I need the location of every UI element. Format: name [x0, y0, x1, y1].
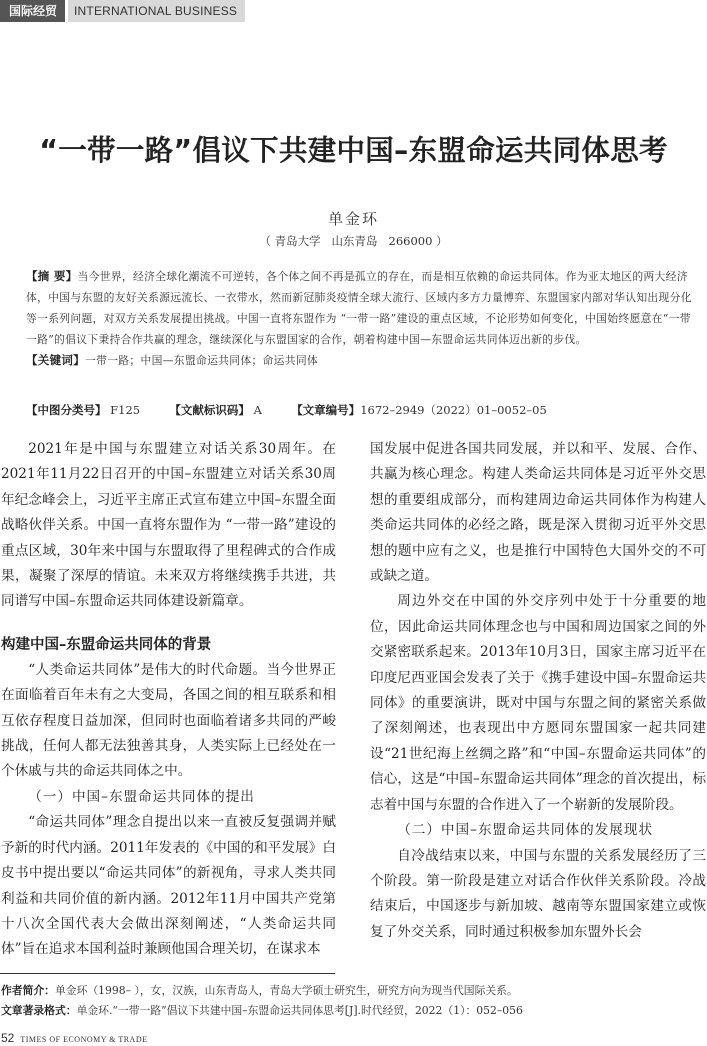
subsection1-heading: （一）中国–东盟命运共同体的提出 — [28, 788, 255, 805]
journal-name: TIMES OF ECONOMY & TRADE — [20, 1035, 148, 1044]
section-header — [0, 0, 245, 22]
right-column — [370, 437, 706, 945]
article-author: 单金环 — [327, 210, 379, 228]
footnote-divider — [0, 973, 335, 974]
author-bio-text: 单金环（1998– ），女，汉族，山东青岛人，青岛大学硕士研究生，研究方向为现当代国际关系。 — [54, 984, 518, 997]
section-tag-en: INTERNATIONAL BUSINESS — [68, 0, 245, 22]
clc-label: 【中图分类号】 — [26, 403, 107, 417]
citation-text: 单金环.“一带一路”倡议下共建中国–东盟命运共同体思考[J].时代经贸，2022（1）：052–056 — [76, 1004, 523, 1017]
citation-label: 文章著录格式： — [1, 1004, 77, 1017]
right-paragraph-2: 周边外交在中国的外交序列中处于十分重要的地位，因此命运共同体理念也与中国和周边国家之间的外交紧密联系起来。2013年10月3日，国家主席习近平在印度尼西亚国会发表了关于《携手建设中国–东盟命运共同体》的重要演讲，既对中国与东盟之间的紧密关系做了深刻阐述，也表现出中方愿同东盟国家一起共同建设“21世纪海上丝绸之路”和“中国–东盟命运共同体”的信心，这是“中国–东盟命运共同体”理念的首次提出，标志着中国与东盟的合作进入了一个崭新的发展阶段。 — [370, 593, 706, 813]
intro-paragraph: 2021年是中国与东盟建立对话关系30周年。在2021年11月22日召开的中国–东盟建立对话关系30周年纪念峰会上，习近平主席正式宣布建立中国–东盟全面战略伙伴关系。中国一直将东盟作为 “一带一路”建设的重点区域，30年来中国与东盟取得了里程碑式的合作成果，凝聚了深厚的情谊。未来双方将继续携手共进，共同谱写中国–东盟命运共同体建设新篇章。 — [1, 441, 336, 610]
abstract — [26, 266, 694, 371]
section-tag-cn: 国际经贸 — [0, 0, 65, 22]
subsection2-paragraph: 自冷战结束以来，中国与东盟的关系发展经历了三个阶段。第一阶段是建立对话合作伙伴关系阶段。冷战结束后，中国逐步与新加坡、越南等东盟国家建立或恢复了外交关系，同时通过积极参加东盟外长会 — [370, 847, 706, 940]
clc-value: F125 — [110, 403, 141, 417]
classification-line — [26, 402, 547, 418]
continued-paragraph: 国发展中促进各国共同发展，并以和平、发展、合作、共赢为核心理念。构建人类命运共同体是习近平外交思想的重要组成部分，而构建周边命运共同体作为构建人类命运共同体的必经之路，既是深入贯彻习近平外交思想的题中应有之义，也是推行中国特色大国外交的不可或缺之道。 — [370, 441, 706, 585]
subsection1-paragraph: “命运共同体”理念自提出以来一直被反复强调并赋予新的时代内涵。2011年发表的《中国的和平发展》白皮书中提出要以“命运共同体”的新视角，寻求人类共同利益和共同价值的新内涵。2012年11月中国共产党第十八次全国代表大会做出深刻阐述，“人类命运共同体”旨在追求本国利益时兼顾他国合理关切，在谋求本 — [1, 814, 336, 958]
left-column — [1, 437, 336, 963]
doc-code-label: 【文献标识码】 — [169, 403, 250, 417]
citation-format — [1, 1003, 701, 1018]
author-bio-label: 作者简介： — [1, 984, 55, 997]
abstract-label: 【摘 要】 — [26, 269, 78, 283]
abstract-text: 当今世界，经济全球化潮流不可逆转，各个体之间不再是孤立的存在，而是相互依赖的命运共同体。作为亚太地区的两大经济体，中国与东盟的友好关系源远流长、一衣带水，然而新冠肺炎疫情全球大流行、区域内多方力量博弈、东盟国家内部对华认知出现分化等一系列问题，对双方关系发展提出挑战。中国一直将东盟作为 “一带一路”建设的重点区域，不论形势如何变化，中国始终愿意在“一带一路”的倡议下秉持合作共赢的理念，继续深化与东盟国家的合作，朝着构建中国—东盟命运共同体迈出新的步伐。 — [26, 270, 692, 346]
article-title: “一带一路”倡议下共建中国–东盟命运共同体思考 — [39, 134, 668, 167]
keywords — [26, 350, 694, 371]
author-bio — [1, 983, 701, 998]
article-number-label: 【文章编号】 — [291, 403, 361, 417]
page-number: 52 — [1, 1031, 15, 1045]
keywords-text: 一带一路；中国—东盟命运共同体；命运共同体 — [85, 354, 319, 367]
section1-heading: 构建中国–东盟命运共同体的背景 — [1, 636, 212, 653]
author-affiliation: （ 青岛大学 山东青岛 266000 ） — [259, 234, 448, 248]
keywords-label: 【关键词】 — [26, 353, 85, 367]
page-footer — [1, 1031, 147, 1045]
section1-paragraph: “人类命运共同体”是伟大的时代命题。当今世界正在面临着百年未有之大变局，各国之间的相互联系和相互依存程度日益加深，但同时也面临着诸多共同的严峻挑战，任何人都无法独善其身，人类实际上已经处在一个休戚与共的命运共同体之中。 — [1, 661, 336, 780]
subsection2-heading: （二）中国–东盟命运共同体的发展现状 — [397, 822, 654, 839]
doc-code-value: A — [253, 403, 262, 417]
article-number-value: 1672–2949（2022）01–0052–05 — [360, 403, 547, 417]
